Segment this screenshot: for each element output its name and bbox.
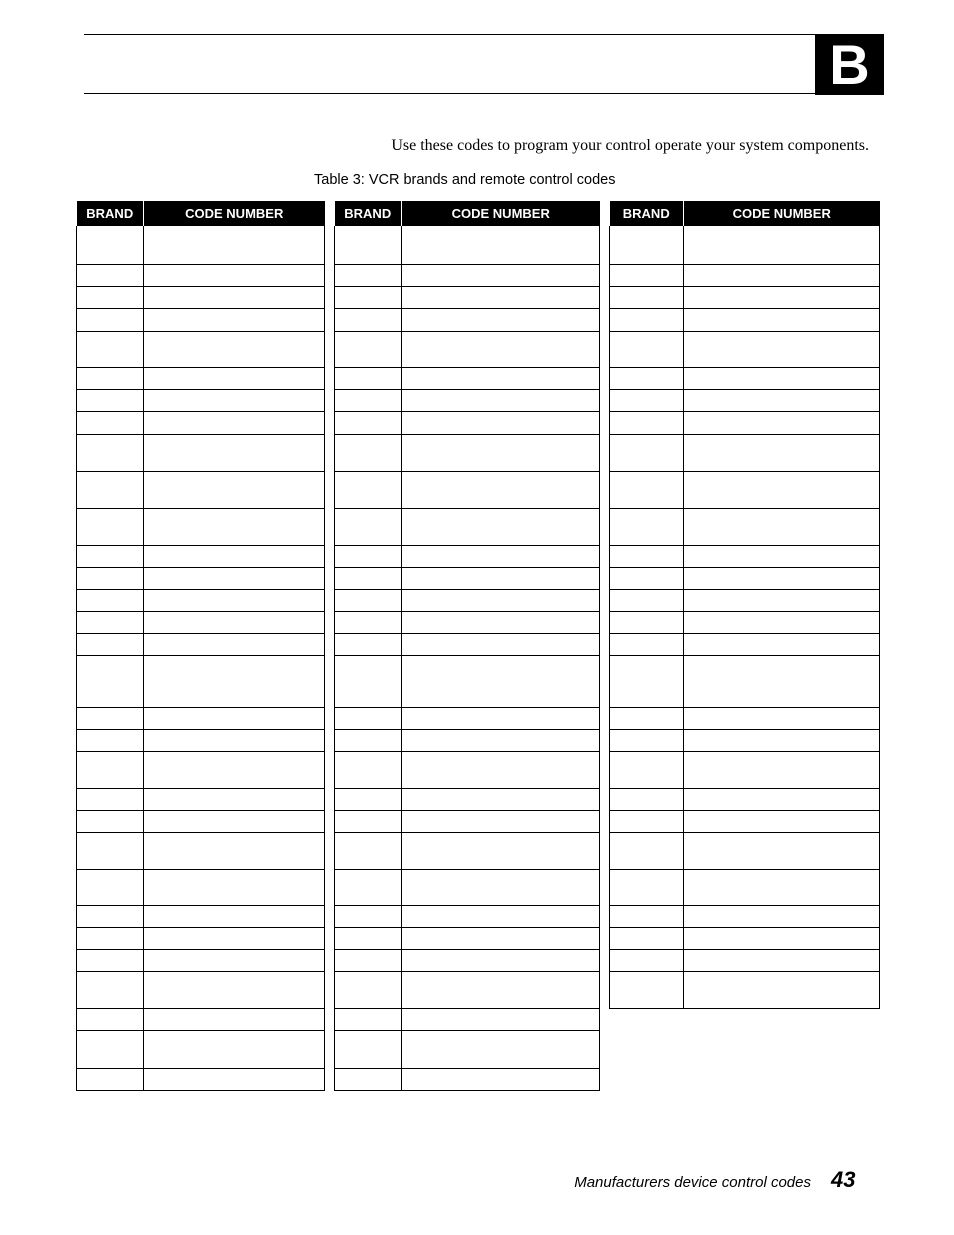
table-row <box>335 567 600 589</box>
table-row <box>335 389 600 411</box>
table-row <box>77 633 325 655</box>
table-row <box>610 905 880 927</box>
table-header-row <box>77 201 325 226</box>
table-row <box>77 751 325 788</box>
table-row <box>335 655 600 707</box>
table-row <box>335 905 600 927</box>
table-row <box>335 367 600 389</box>
table-row <box>77 729 325 751</box>
code-table-1 <box>76 201 325 1091</box>
table-row <box>335 729 600 751</box>
table-row <box>77 331 325 367</box>
table-row <box>77 286 325 308</box>
table-row <box>77 869 325 905</box>
table-row <box>610 729 880 751</box>
table-row <box>77 611 325 633</box>
table-row <box>335 508 600 545</box>
table-row <box>610 471 880 508</box>
table-row <box>77 411 325 434</box>
table-row <box>77 1008 325 1030</box>
table-row <box>610 832 880 869</box>
table-row <box>335 832 600 869</box>
table-row <box>610 949 880 971</box>
table-row <box>610 508 880 545</box>
table-row <box>335 633 600 655</box>
table-row <box>335 434 600 471</box>
appendix-tab: B <box>815 34 884 95</box>
table-row <box>335 331 600 367</box>
intro-text: Use these codes to program your control operate your system components. <box>391 137 869 154</box>
header-rule-top <box>84 34 816 35</box>
table-row <box>610 751 880 788</box>
table-caption: Table 3: VCR brands and remote control codes <box>314 172 616 188</box>
table-row <box>610 226 880 264</box>
table-row <box>610 434 880 471</box>
table-row <box>610 869 880 905</box>
table-row <box>335 1068 600 1090</box>
table-row <box>335 264 600 286</box>
table-row <box>77 832 325 869</box>
table-row <box>335 1008 600 1030</box>
table-row <box>77 810 325 832</box>
table-row <box>77 589 325 611</box>
table-row <box>610 589 880 611</box>
table-header-row <box>610 201 880 226</box>
table-row <box>335 869 600 905</box>
table-row <box>610 611 880 633</box>
table-row <box>77 905 325 927</box>
table-row <box>335 611 600 633</box>
table-row <box>610 389 880 411</box>
table-row <box>335 751 600 788</box>
table-row <box>77 264 325 286</box>
table-row <box>335 286 600 308</box>
table-row <box>77 707 325 729</box>
table-row <box>77 308 325 331</box>
table-row <box>610 971 880 1008</box>
table-row <box>610 308 880 331</box>
table-row <box>77 471 325 508</box>
table-row <box>610 655 880 707</box>
table-row <box>335 949 600 971</box>
table-row <box>77 949 325 971</box>
header-rule-bottom <box>84 93 816 94</box>
table-row <box>77 434 325 471</box>
table-row <box>77 545 325 567</box>
table-row <box>77 367 325 389</box>
table-row <box>335 788 600 810</box>
brand-header: BRAND <box>335 201 402 226</box>
table-row <box>610 567 880 589</box>
table-row <box>77 1030 325 1068</box>
table-row <box>77 971 325 1008</box>
table-row <box>610 707 880 729</box>
table-row <box>335 707 600 729</box>
code-table-2 <box>334 201 600 1091</box>
table-row <box>77 508 325 545</box>
brand-header: BRAND <box>77 201 144 226</box>
table-row <box>335 971 600 1008</box>
code-table-3 <box>609 201 880 1009</box>
table-row <box>335 411 600 434</box>
table-row <box>610 286 880 308</box>
table-row <box>610 264 880 286</box>
table-row <box>77 655 325 707</box>
table-header-row <box>335 201 600 226</box>
table-row <box>335 308 600 331</box>
table-row <box>335 1030 600 1068</box>
table-row <box>77 567 325 589</box>
table-row <box>77 788 325 810</box>
code-number-header: CODE NUMBER <box>684 201 880 226</box>
table-row <box>77 1068 325 1090</box>
table-row <box>335 226 600 264</box>
code-number-header: CODE NUMBER <box>402 201 600 226</box>
table-row <box>335 589 600 611</box>
brand-header: BRAND <box>610 201 684 226</box>
table-row <box>610 927 880 949</box>
table-row <box>335 927 600 949</box>
table-row <box>77 226 325 264</box>
table-row <box>610 788 880 810</box>
table-row <box>77 927 325 949</box>
table-row <box>77 389 325 411</box>
table-row <box>335 545 600 567</box>
table-row <box>610 810 880 832</box>
table-row <box>335 810 600 832</box>
table-row <box>610 331 880 367</box>
table-row <box>610 411 880 434</box>
table-row <box>610 545 880 567</box>
table-row <box>610 633 880 655</box>
footer-title: Manufacturers device control codes <box>574 1174 811 1191</box>
page-number: 43 <box>831 1167 856 1192</box>
table-row <box>610 367 880 389</box>
table-row <box>335 471 600 508</box>
code-number-header: CODE NUMBER <box>144 201 325 226</box>
